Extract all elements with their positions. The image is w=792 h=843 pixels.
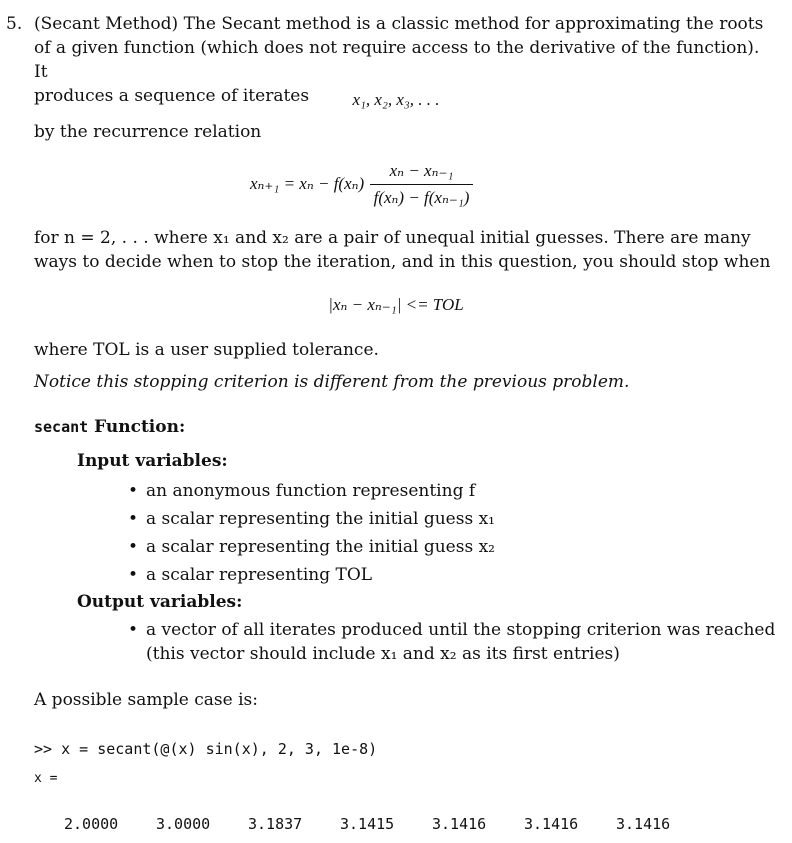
inputs-list xyxy=(128,477,768,589)
after-formula-line-1: for n = 2, . . . where x₁ and x₂ are a pair of unequal initial guesses. There are many xyxy=(34,228,751,248)
iterate-sequence: x₁, x₂, x₃, . . . xyxy=(352,90,440,109)
tol-note: where TOL is a user supplied tolerance. xyxy=(34,340,379,360)
sample-lead: A possible sample case is: xyxy=(34,690,258,710)
sample-output-row xyxy=(64,813,708,835)
intro-line-3: produces a sequence of iterates xyxy=(34,86,310,106)
output-value: 3.1416 xyxy=(616,815,671,833)
intro-line-2: of a given function (which does not require access to the derivative of the function). It xyxy=(34,38,760,82)
problem-number: 5. xyxy=(6,14,23,34)
sample-command: >> x = secant(@(x) sin(x), 2, 3, 1e-8) xyxy=(34,740,378,758)
formula-numerator: xₙ − xₙ₋₁ xyxy=(370,160,474,185)
recurrence-formula xyxy=(250,160,473,209)
sample-result-label: x = xyxy=(34,771,58,786)
formula-denominator: f(xₙ) − f(xₙ₋₁) xyxy=(373,188,470,207)
list-item: • an anonymous function representing f xyxy=(128,477,768,505)
outputs-line-2: (this vector should include x₁ and x₂ as its first entries) xyxy=(146,644,620,664)
output-value: 3.1837 xyxy=(248,815,303,833)
outputs-heading: Output variables: xyxy=(77,592,243,612)
recurrence-lead: by the recurrence relation xyxy=(34,122,262,142)
list-item: • a scalar representing the initial guess x₂ xyxy=(128,533,768,561)
output-value: 2.0000 xyxy=(64,815,119,833)
formula-fraction xyxy=(370,160,474,209)
outputs-line-1: • a vector of all iterates produced until the stopping criterion was reached xyxy=(146,620,776,640)
output-value: 3.0000 xyxy=(156,815,211,833)
list-item xyxy=(128,618,778,666)
output-value: 3.1415 xyxy=(340,815,395,833)
function-heading xyxy=(34,415,185,439)
outputs-list xyxy=(128,618,778,666)
list-item: • a scalar representing TOL xyxy=(128,561,768,589)
output-value: 3.1416 xyxy=(432,815,487,833)
after-formula-line-2: ways to decide when to stop the iteration, and in this question, you should stop when xyxy=(34,252,771,272)
notice-text: Notice this stopping criterion is different from the previous problem. xyxy=(34,372,630,392)
formula-lhs: xₙ₊₁ = xₙ − f(xₙ) xyxy=(250,174,365,193)
after-formula-paragraph xyxy=(34,226,774,274)
list-item: • a scalar representing the initial guess x₁ xyxy=(128,505,768,533)
function-name: secant xyxy=(34,418,89,436)
intro-line-1: (Secant Method) The Secant method is a classic method for approximating the roots xyxy=(34,14,764,34)
function-heading-suffix: Function: xyxy=(88,417,186,437)
inputs-heading: Input variables: xyxy=(77,451,228,471)
output-value: 3.1416 xyxy=(524,815,579,833)
stopping-formula: |xₙ − xₙ₋₁| <= TOL xyxy=(328,295,464,314)
